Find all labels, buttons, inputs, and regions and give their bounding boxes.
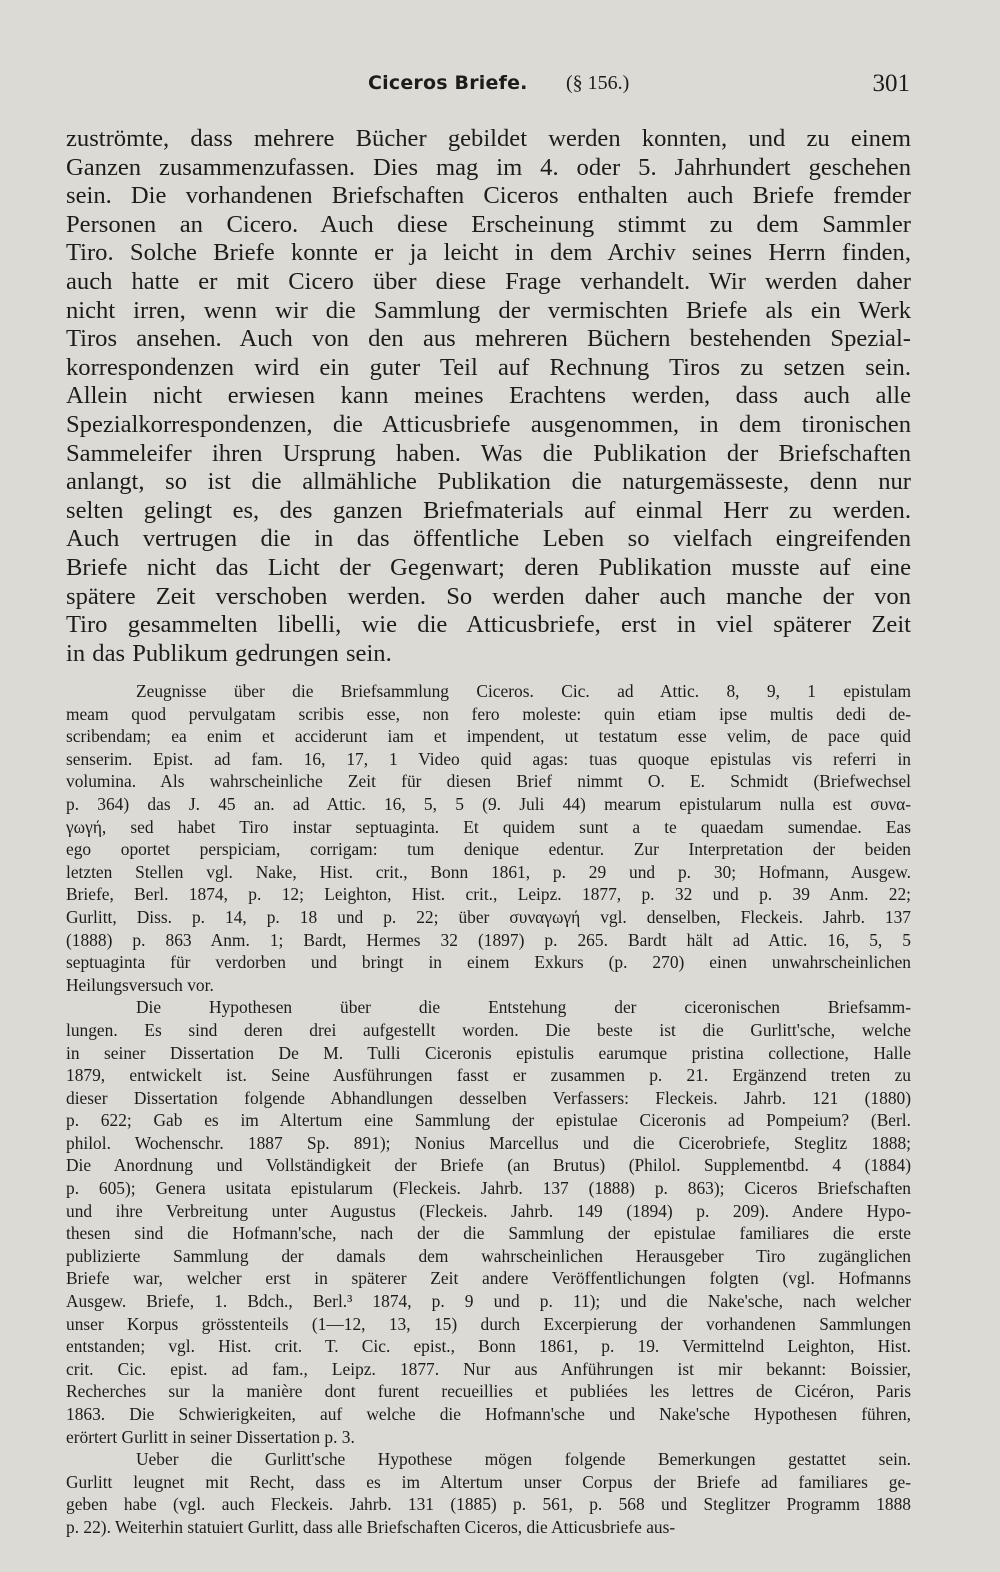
page-header bbox=[66, 72, 910, 106]
note-line: Ausgew. Briefe, 1. Bdch., Berl.³ 1874, p. 9 und p. 11); und die Nake'sche, nach welcher bbox=[66, 1291, 911, 1312]
text-line: sein. Die vorhandenen Briefschaften Ciceros enthalten auch Briefe fremder bbox=[66, 182, 911, 210]
note-line: Ueber die Gurlitt'sche Hypothese mögen folgende Bemerkungen gestattet sein. bbox=[136, 1449, 911, 1470]
note-line: Die Anordnung und Vollständigkeit der Briefe (an Brutus) (Philol. Supplementbd. 4 (1884) bbox=[66, 1155, 911, 1176]
note-line: p. 22). Weiterhin statuiert Gurlitt, dass alle Briefschaften Ciceros, die Atticusbriefe aus- bbox=[66, 1516, 676, 1537]
note-line: unser Korpus grösstenteils (1—12, 13, 15) durch Excerpierung der vorhandenen Sammlungen bbox=[66, 1313, 911, 1334]
note-testimonies bbox=[66, 680, 911, 996]
note-line: p. 622; Gab es im Altertum eine Sammlung der epistulae Ciceronis ad Pompeium? (Berl. bbox=[66, 1110, 911, 1131]
note-line: Zeugnisse über die Briefsammlung Ciceros. Cic. ad Attic. 8, 9, 1 epistulam bbox=[136, 681, 911, 701]
note-line: senserim. Epist. ad fam. 16, 17, 1 Video quid agas: tuas quoque epistulas vis referri in bbox=[66, 748, 911, 769]
note-line: Briefe, Berl. 1874, p. 12; Leighton, Hist. crit., Leipz. 1877, p. 32 und p. 39 Anm. 22; bbox=[66, 884, 911, 905]
text-line: spätere Zeit verschoben werden. So werden daher auch manche der von bbox=[66, 582, 911, 610]
note-gurlitt-remarks bbox=[66, 1448, 911, 1538]
page-number: 301 bbox=[872, 70, 910, 97]
note-line: Gurlitt, Diss. p. 14, p. 18 und p. 22; über συναγωγή vgl. denselben, Fleckeis. Jahrb. 137 bbox=[66, 906, 911, 927]
text-line: korrespondenzen wird ein guter Teil auf Rechnung Tiros zu setzen sein. bbox=[66, 353, 911, 381]
note-line: crit. Cic. epist. ad fam., Leipz. 1877. Nur aus Anführungen ist mir bekannt: Boissier, bbox=[66, 1358, 911, 1379]
text-line: in das Publikum gedrungen sein. bbox=[66, 639, 392, 667]
running-title: Ciceros Briefe. bbox=[368, 72, 528, 94]
note-line: Die Hypothesen über die Entstehung der ciceronischen Briefsamm- bbox=[136, 997, 911, 1018]
text-line: anlangt, so ist die allmähliche Publikation die naturgemässeste, denn nur bbox=[66, 468, 911, 496]
note-line: 1879, entwickelt ist. Seine Ausführungen fasst er zusammen p. 21. Ergänzend treten zu bbox=[66, 1065, 911, 1086]
text-line: Tiro gesammelten libelli, wie die Atticusbriefe, erst in viel späterer Zeit bbox=[66, 611, 911, 639]
note-line: Heilungsversuch vor. bbox=[66, 974, 214, 995]
text-line: selten gelingt es, des ganzen Briefmaterials auf einmal Herr zu werden. bbox=[66, 496, 911, 524]
note-line: volumina. Als wahrscheinliche Zeit für diesen Brief nimmt O. E. Schmidt (Briefwechsel bbox=[66, 771, 911, 792]
note-line: in seiner Dissertation De M. Tulli Ciceronis epistulis earumque pristina collectione, Halle bbox=[66, 1042, 911, 1063]
note-line: scribendam; ea enim et acciderunt iam et impendent, ut testatum esse velim, de pace quid bbox=[66, 726, 911, 747]
text-line: Personen an Cicero. Auch diese Erscheinung stimmt zu dem Sammler bbox=[66, 210, 911, 238]
text-line: Sammeleifer ihren Ursprung haben. Was die Publikation der Briefschaften bbox=[66, 439, 911, 467]
note-line: publizierte Sammlung der damals dem wahrscheinlichen Herausgeber Tiro zugänglichen bbox=[66, 1245, 911, 1266]
note-line: (1888) p. 863 Anm. 1; Bardt, Hermes 32 (1897) p. 265. Bardt hält ad Attic. 16, 5, 5 bbox=[66, 929, 911, 950]
main-text bbox=[66, 125, 911, 668]
note-line: p. 364) das J. 45 an. ad Attic. 16, 5, 5 (9. Juli 44) mearum epistularum nulla est συνα- bbox=[66, 793, 911, 814]
section-reference: (§ 156.) bbox=[566, 72, 630, 94]
note-line: und ihre Verbreitung unter Augustus (Fleckeis. Jahrb. 149 (1894) p. 209). Andere Hypo- bbox=[66, 1200, 911, 1221]
text-line: nicht irren, wenn wir die Sammlung der vermischten Briefe als ein Werk bbox=[66, 296, 911, 324]
text-line: Auch vertrugen die in das öffentliche Leben so vielfach eingreifenden bbox=[66, 525, 911, 553]
note-line: lungen. Es sind deren drei aufgestellt worden. Die beste ist die Gurlitt'sche, welche bbox=[66, 1019, 911, 1040]
note-line: ego oportet perspiciam, corrigam: tum denique edentur. Zur Interpretation der beiden bbox=[66, 839, 911, 860]
text-line: Ganzen zusammenzufassen. Dies mag im 4. oder 5. Jahrhundert geschehen bbox=[66, 153, 911, 181]
text-line: Tiros ansehen. Auch von den aus mehreren Büchern bestehenden Spezial- bbox=[66, 325, 911, 353]
note-line: 1863. Die Schwierigkeiten, auf welche die Hofmann'sche und Nake'sche Hypothesen führen, bbox=[66, 1404, 911, 1424]
note-line: entstanden; vgl. Hist. crit. T. Cic. epist., Bonn 1861, p. 19. Vermittelnd Leighton, Hist. bbox=[66, 1336, 911, 1357]
note-line: dieser Dissertation folgende Abhandlungen desselben Verfassers: Fleckeis. Jahrb. 121 (1880) bbox=[66, 1087, 911, 1108]
text-line: Tiro. Solche Briefe konnte er ja leicht in dem Archiv seines Herrn finden, bbox=[66, 239, 911, 267]
note-line: septuaginta für verdorben und bringt in einem Exkurs (p. 270) einen unwahrscheinlichen bbox=[66, 952, 911, 973]
note-hypotheses bbox=[66, 996, 911, 1448]
note-line: thesen sind die Hofmann'sche, nach der die Sammlung der epistulae familiares die erste bbox=[66, 1223, 911, 1244]
notes-section bbox=[66, 680, 911, 1539]
note-line: philol. Wochenschr. 1887 Sp. 891); Nonius Marcellus und die Cicerobriefe, Steglitz 1888; bbox=[66, 1132, 911, 1153]
note-line: Gurlitt leugnet mit Recht, dass es im Altertum unser Corpus der Briefe ad familiares ge- bbox=[66, 1471, 911, 1492]
note-line: p. 605); Genera usitata epistularum (Fleckeis. Jahrb. 137 (1888) p. 863); Ciceros Briefschaften bbox=[66, 1178, 911, 1199]
note-line: erörtert Gurlitt in seiner Dissertation p. 3. bbox=[66, 1426, 355, 1447]
note-line: Recherches sur la manière dont furent recueillies et publiées les lettres de Cicéron, Paris bbox=[66, 1381, 911, 1402]
note-line: geben habe (vgl. auch Fleckeis. Jahrb. 131 (1885) p. 561, p. 568 und Steglitzer Programm 1888 bbox=[66, 1494, 911, 1515]
note-line: letzten Stellen vgl. Nake, Hist. crit., Bonn 1861, p. 29 und p. 30; Hofmann, Ausgew. bbox=[66, 861, 911, 882]
text-line: Briefe nicht das Licht der Gegenwart; deren Publikation musste auf eine bbox=[66, 553, 911, 581]
note-line: meam quod pervulgatam scribis esse, non fero moleste: quin etiam ipse multis dedi de- bbox=[66, 703, 911, 724]
note-line: γωγή, sed habet Tiro instar septuaginta. Et quidem sunt a te quaedam sumendae. Eas bbox=[66, 816, 911, 837]
text-line: Spezialkorrespondenzen, die Atticusbriefe ausgenommen, in dem tironischen bbox=[66, 410, 911, 438]
text-line: zuströmte, dass mehrere Bücher gebildet werden konnten, und zu einem bbox=[66, 125, 911, 152]
text-line: Allein nicht erwiesen kann meines Erachtens werden, dass auch alle bbox=[66, 382, 911, 410]
note-line: Briefe war, welcher erst in späterer Zeit andere Veröffentlichungen folgten (vgl. Hofmanns bbox=[66, 1268, 911, 1289]
text-line: auch hatte er mit Cicero über diese Frage verhandelt. Wir werden daher bbox=[66, 267, 911, 295]
